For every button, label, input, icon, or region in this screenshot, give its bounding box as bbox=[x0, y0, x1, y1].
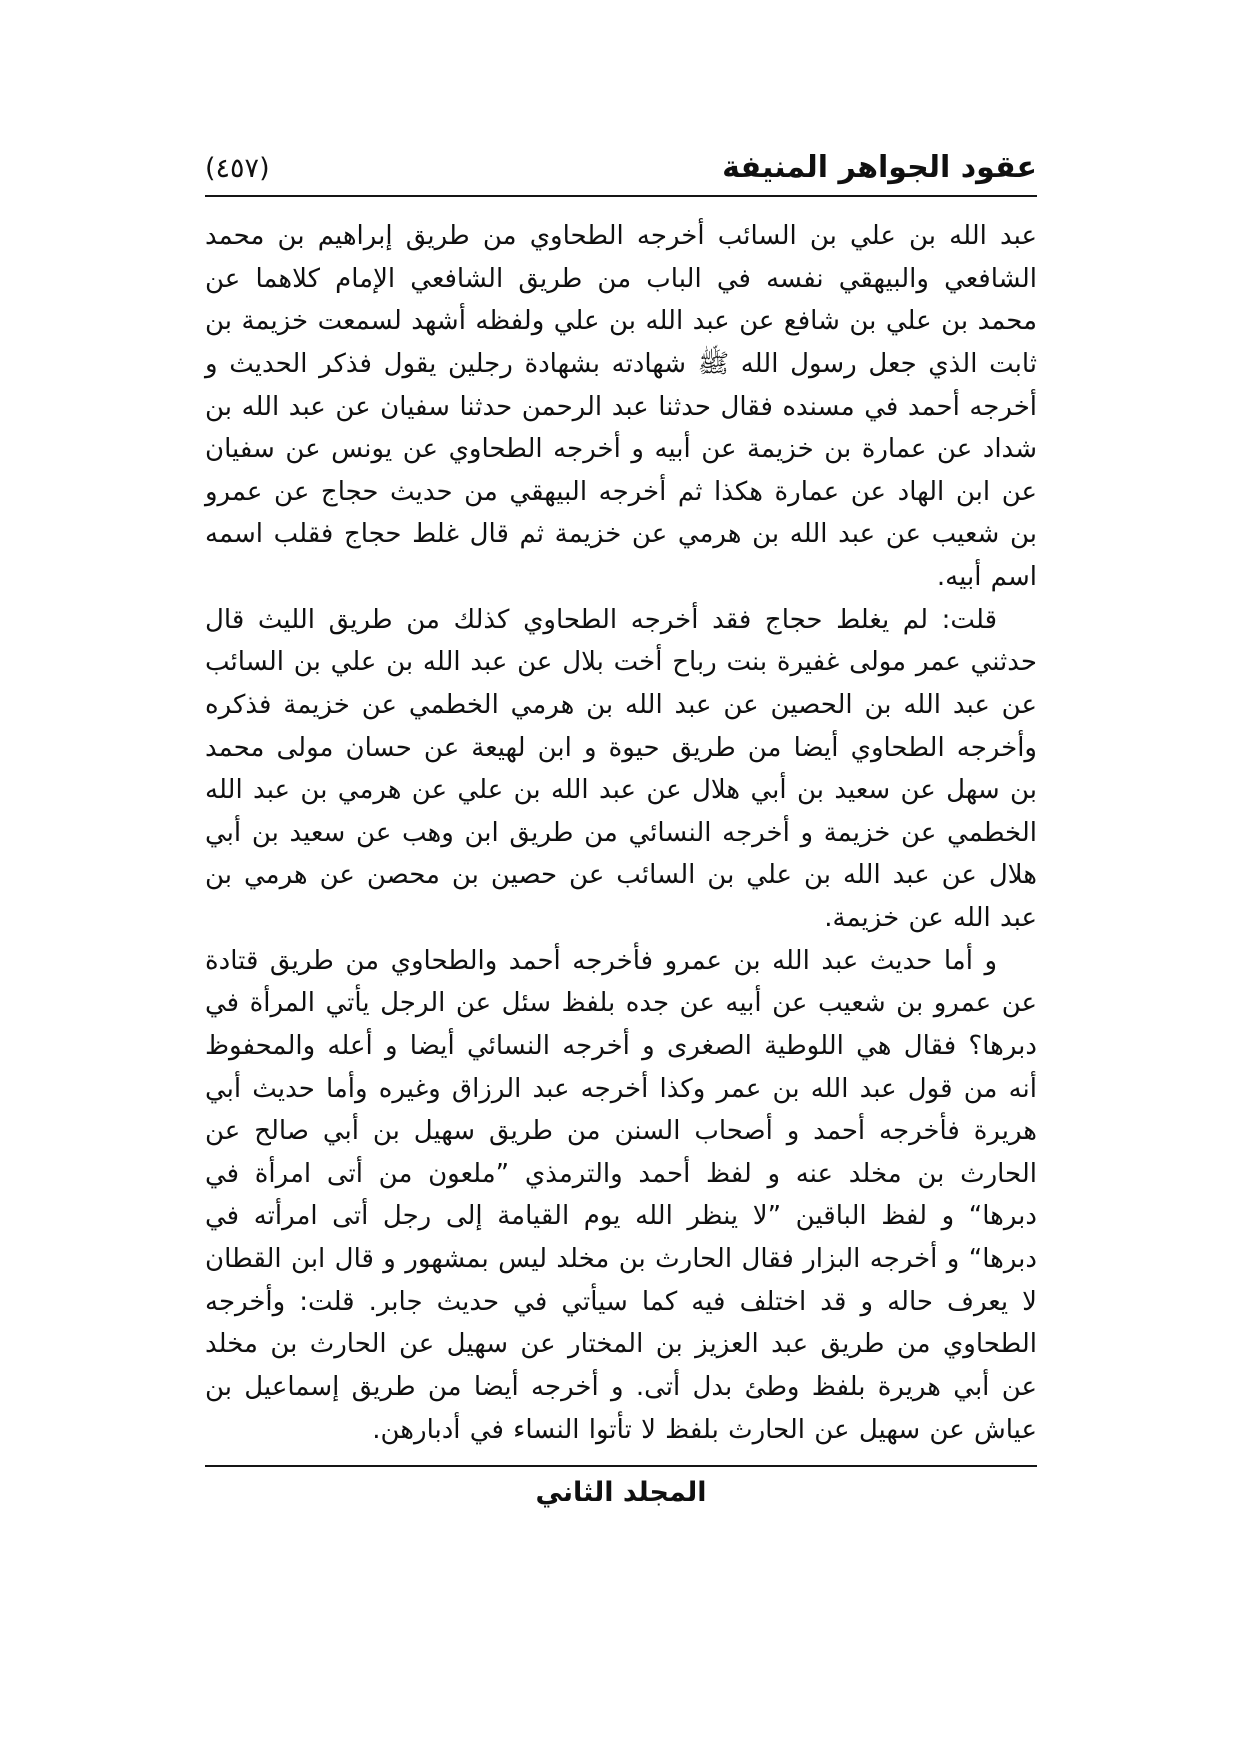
paragraph-1: عبد الله بن علي بن السائب أخرجه الطحاوي من طريق إبراهيم بن محمد الشافعي والبيهقي نفسه في الباب من طريق الشافعي الإمام كلاهما عن محمد بن علي بن شافع عن عبد الله بن علي ولفظه أشهد لسمعت خزيمة بن ثابت الذي جعل رسول الله ﷺ شهادته بشهادة رجلين يقول فذكر الحديث و أخرجه أحمد في مسنده فقال حدثنا عبد الرحمن حدثنا سفيان عن عبد الله بن شداد عن عمارة بن خزيمة عن أبيه و أخرجه الطحاوي عن يونس عن سفيان عن ابن الهاد عن عمارة هكذا ثم أخرجه البيهقي من حديث حجاج عن عمرو بن شعيب عن عبد الله بن هرمي عن خزيمة ثم قال غلط حجاج فقلب اسمه اسم أبيه. bbox=[205, 221, 1037, 592]
page-body bbox=[205, 215, 1037, 1451]
footer-rule bbox=[205, 1465, 1037, 1467]
page-content bbox=[205, 150, 1037, 1508]
paragraph-2: قلت: لم يغلط حجاج فقد أخرجه الطحاوي كذلك من طريق الليث قال حدثني عمر مولى غفيرة بنت رباح أخت بلال عن عبد الله بن علي بن السائب عن عبد الله بن الحصين عن عبد الله بن هرمي الخطمي عن خزيمة فذكره وأخرجه الطحاوي أيضا من طريق حيوة و ابن لهيعة عن حسان مولى محمد بن سهل عن سعيد بن أبي هلال عن عبد الله بن علي عن هرمي بن عبد الله الخطمي عن خزيمة و أخرجه النسائي من طريق ابن وهب عن سعيد بن أبي هلال عن عبد الله بن علي بن السائب عن حصين بن محصن عن هرمي بن عبد الله عن خزيمة. bbox=[205, 604, 1037, 933]
book-title: عقود الجواهر المنيفة bbox=[722, 150, 1037, 185]
header-row bbox=[205, 150, 1037, 185]
header-rule bbox=[205, 195, 1037, 197]
paragraph-3: و أما حديث عبد الله بن عمرو فأخرجه أحمد والطحاوي من طريق قتادة عن عمرو بن شعيب عن أبيه عن جده بلفظ سئل عن الرجل يأتي المرأة في دبرها؟ فقال هي اللوطية الصغرى و أخرجه النسائي أيضا و أعله والمحفوظ أنه من قول عبد الله بن عمر وكذا أخرجه عبد الرزاق وغيره وأما حديث أبي هريرة فأخرجه أحمد و أصحاب السنن من طريق سهيل بن أبي صالح عن الحارث بن مخلد عنه و لفظ أحمد والترمذي ”ملعون من أتى امرأة في دبرها“ و لفظ الباقين ”لا ينظر الله يوم القيامة إلى رجل أتى امرأته في دبرها“ و أخرجه البزار فقال الحارث بن مخلد ليس بمشهور و قال ابن القطان لا يعرف حاله و قد اختلف فيه كما سيأتي في حديث جابر. قلت: وأخرجه الطحاوي من طريق عبد العزيز بن المختار عن سهيل عن الحارث بن مخلد عن أبي هريرة بلفظ وطئ بدل أتى. و أخرجه أيضا من طريق إسماعيل بن عياش عن سهيل عن الحارث بلفظ لا تأتوا النساء في أدبارهن. bbox=[205, 945, 1037, 1445]
page-footer bbox=[205, 1465, 1037, 1508]
page-number: (٤٥٧) bbox=[205, 153, 270, 184]
page-header bbox=[205, 150, 1037, 197]
volume-label: المجلد الثاني bbox=[535, 1477, 707, 1509]
